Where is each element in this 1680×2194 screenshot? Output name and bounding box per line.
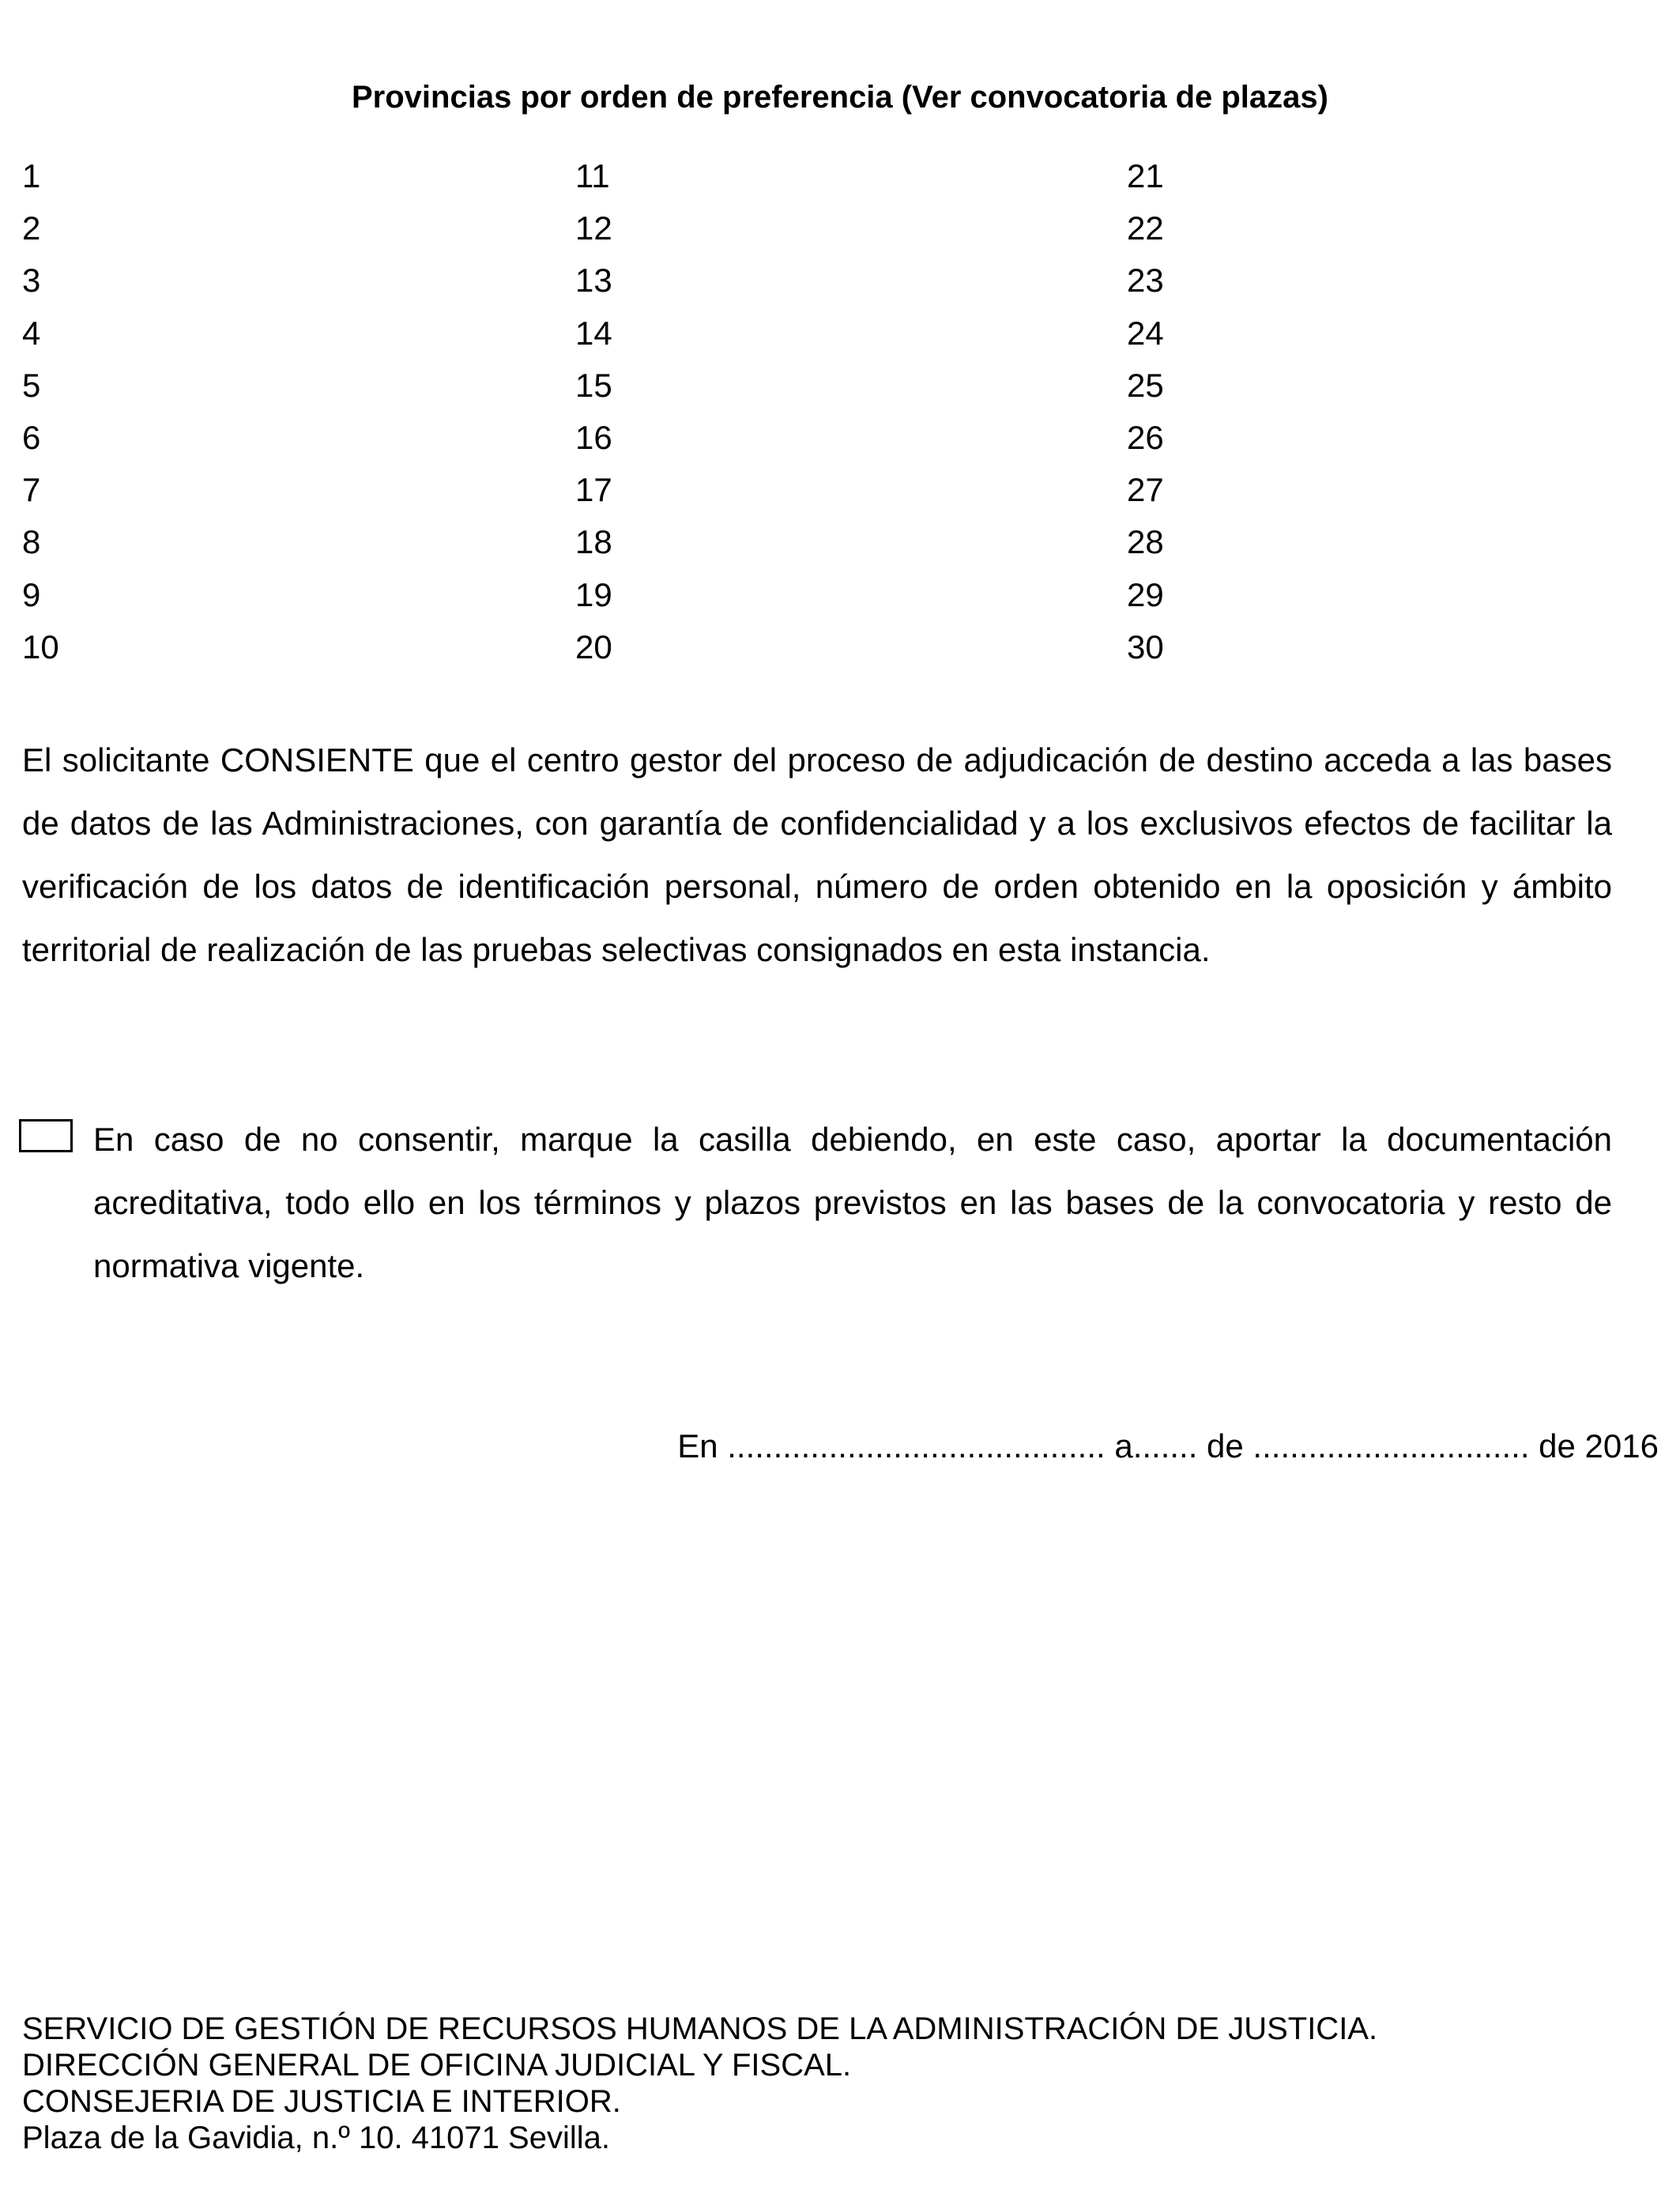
footer-ministry-line: CONSEJERIA DE JUSTICIA E INTERIOR.: [22, 2084, 621, 2119]
preference-number: 29: [1127, 575, 1164, 613]
footer-postal-address: Plaza de la Gavidia, n.º 10. 41071 Sevilla.: [22, 2120, 610, 2155]
preference-number: 28: [1127, 523, 1164, 561]
consent-paragraph: El solicitante CONSIENTE que el centro gestor del proceso de adjudicación de destino acceda a las bases de datos de las Administraciones, con garantía de confidencialidad y a los exclusivos efectos de facilitar la verificación de los datos de identificación personal, número de orden obtenido en la oposición y ámbito territorial de realización de las pruebas selectivas consignados en esta instancia.: [22, 741, 1612, 968]
preference-number: 19: [575, 575, 612, 613]
preference-number: 8: [22, 523, 41, 561]
number-column-3: [1127, 150, 1164, 673]
no-consent-checkbox[interactable]: [19, 1119, 73, 1152]
preference-number: 22: [1127, 209, 1164, 247]
preference-number: 21: [1127, 157, 1164, 194]
footer-directorate-line: DIRECCIÓN GENERAL DE OFICINA JUDICIAL Y FISCAL.: [22, 2048, 852, 2083]
preference-number: 6: [22, 418, 41, 456]
number-column-1: [22, 150, 59, 673]
section-title: Provincias por orden de preferencia (Ver convocatoria de plazas): [352, 80, 1328, 115]
preference-number: 26: [1127, 418, 1164, 456]
preference-number: 5: [22, 366, 41, 404]
number-column-2: [575, 150, 612, 673]
preference-number: 25: [1127, 366, 1164, 404]
no-consent-paragraph: En caso de no consentir, marque la casilla debiendo, en este caso, aportar la documentación acreditativa, todo ello en los términos y plazos previstos en las bases de la convocatoria y resto de normativa vigente.: [93, 1121, 1612, 1284]
preference-number: 10: [22, 628, 59, 665]
footer-address: [22, 2011, 1377, 2156]
preference-number: 17: [575, 471, 612, 509]
preference-number: 4: [22, 314, 41, 352]
preference-number: 30: [1127, 628, 1164, 665]
date-place-line: En ......................................... a....... de .............................. de 2016: [677, 1427, 1659, 1465]
preference-number: 9: [22, 575, 41, 613]
preference-number: 24: [1127, 314, 1164, 352]
preference-number: 11: [575, 157, 610, 194]
preference-number: 14: [575, 314, 612, 352]
preference-number: 23: [1127, 262, 1164, 300]
preference-number: 27: [1127, 471, 1164, 509]
preference-number: 12: [575, 209, 612, 247]
preference-number: 16: [575, 418, 612, 456]
preference-number: 2: [22, 209, 41, 247]
preference-number: 3: [22, 262, 41, 300]
preference-number: 15: [575, 366, 612, 404]
preference-number: 18: [575, 523, 612, 561]
preference-number: 13: [575, 262, 612, 300]
preference-number: 7: [22, 471, 41, 509]
footer-service-line: SERVICIO DE GESTIÓN DE RECURSOS HUMANOS DE LA ADMINISTRACIÓN DE JUSTICIA.: [22, 2011, 1378, 2046]
preference-number: 1: [22, 157, 41, 194]
preference-number-table: [22, 150, 1168, 680]
preference-number: 20: [575, 628, 612, 665]
